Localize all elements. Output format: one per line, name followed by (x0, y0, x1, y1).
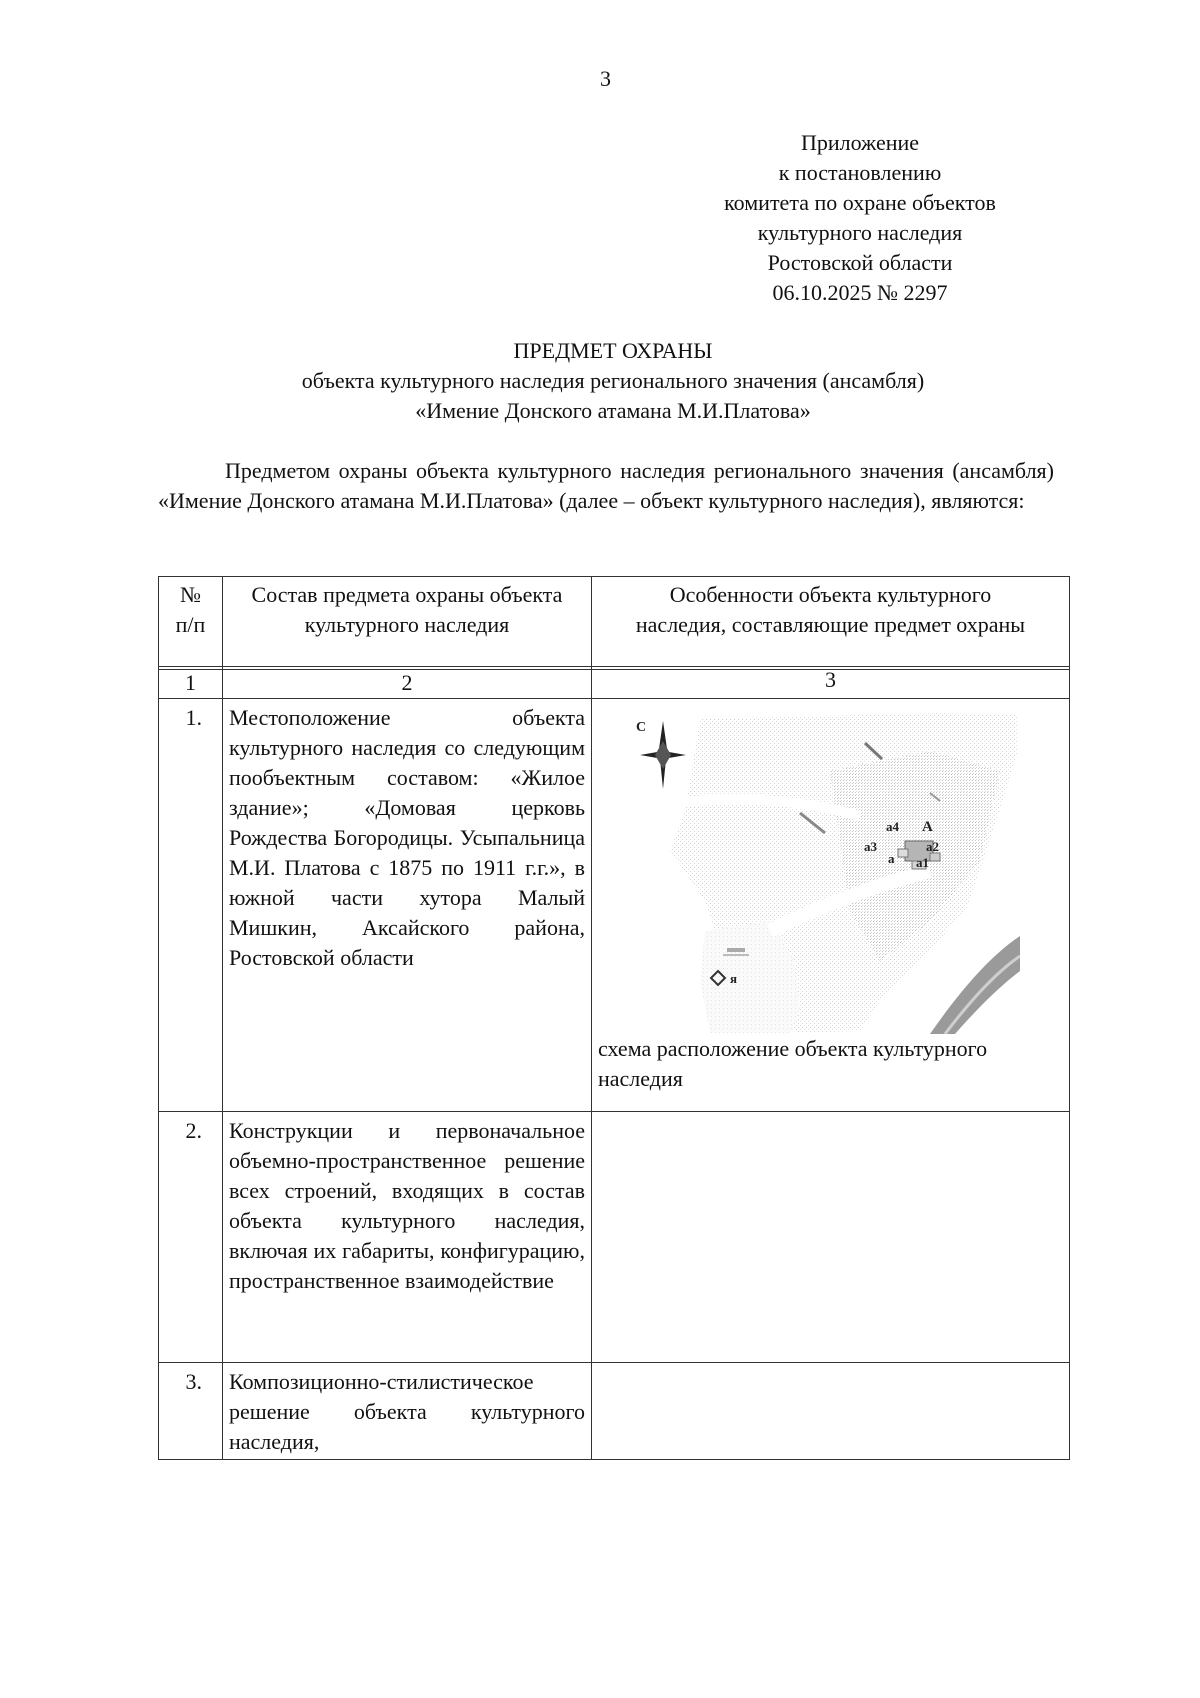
row-composition: Местоположение объекта культурного наследия со следующим пообъектным составом: «Жилое здание»; «Домовая церковь Рождества Богородицы. Усыпальница М.И. Платова с 1875 по 1911 г.г.», в южной части хутора Малый Мишкин, Аксайского района, Ростовской области (223, 699, 592, 1112)
label-a4: а4 (886, 819, 899, 834)
column-number: 2 (223, 670, 592, 699)
column-number-row (159, 670, 1070, 699)
label-a: а (888, 851, 895, 866)
title-heading: ПРЕДМЕТ ОХРАНЫ (513, 338, 713, 363)
intro-paragraph: Предметом охраны объекта культурного наследия регионального значения (ансамбля) «Имение Донского атамана М.И.Платова» (далее – объект культурного наследия), являются: (158, 458, 1054, 513)
appendix-block (650, 128, 1070, 308)
table-row (159, 699, 1070, 1112)
row-features (592, 699, 1070, 1112)
appendix-line: к постановлению (778, 160, 942, 185)
appendix-line: культурного наследия (757, 220, 963, 245)
label-a1: а1 (916, 855, 929, 870)
title-object-name: «Имение Донского атамана М.И.Платова» (415, 398, 811, 423)
title-subtitle: объекта культурного наследия регионального значения (ансамбля) (301, 368, 925, 393)
appendix-line: Приложение (800, 130, 920, 155)
north-compass-icon (640, 721, 686, 789)
appendix-line: Ростовской области (767, 250, 953, 275)
row-number: 3. (159, 1363, 223, 1460)
appendix-line: комитета по охране объектов (724, 190, 996, 215)
page-number: 3 (600, 66, 611, 91)
header-composition: Состав предмета охраны объекта культурного наследия (223, 577, 592, 667)
row-composition: Конструкции и первоначальное объемно-пространственное решение всех строений, входящих в состав объекта культурного наследия, включая их габариты, конфигурацию, пространственное взаимодействие (223, 1112, 592, 1363)
header-number: № п/п (159, 577, 223, 667)
location-scheme-map (630, 711, 1020, 1034)
row-number: 1. (159, 699, 223, 1112)
row-features (592, 1363, 1070, 1460)
map-caption: схема расположение объекта культурного наследия (598, 1036, 988, 1091)
appendix-date-number: 06.10.2025 № 2297 (772, 280, 948, 305)
column-number: 3 (592, 670, 1070, 699)
north-label: С (636, 720, 647, 735)
table-row (159, 1363, 1070, 1460)
label-ya: я (730, 971, 738, 986)
header-features: Особенности объекта культурного наследия, составляющие предмет охраны (592, 577, 1070, 667)
document-title (158, 336, 1068, 426)
row-features (592, 1112, 1070, 1363)
table-row (159, 1112, 1070, 1363)
row-composition: Композиционно-стилистическое решение объекта культурного наследия, (223, 1363, 592, 1460)
protection-subject-table (158, 576, 1070, 1460)
label-a2: а2 (926, 839, 939, 854)
column-number: 1 (159, 670, 223, 699)
table-header-row (159, 577, 1070, 667)
river-band (930, 936, 1020, 1034)
row-number: 2. (159, 1112, 223, 1363)
label-a3: а3 (864, 839, 877, 854)
label-building-a: А (922, 819, 933, 835)
